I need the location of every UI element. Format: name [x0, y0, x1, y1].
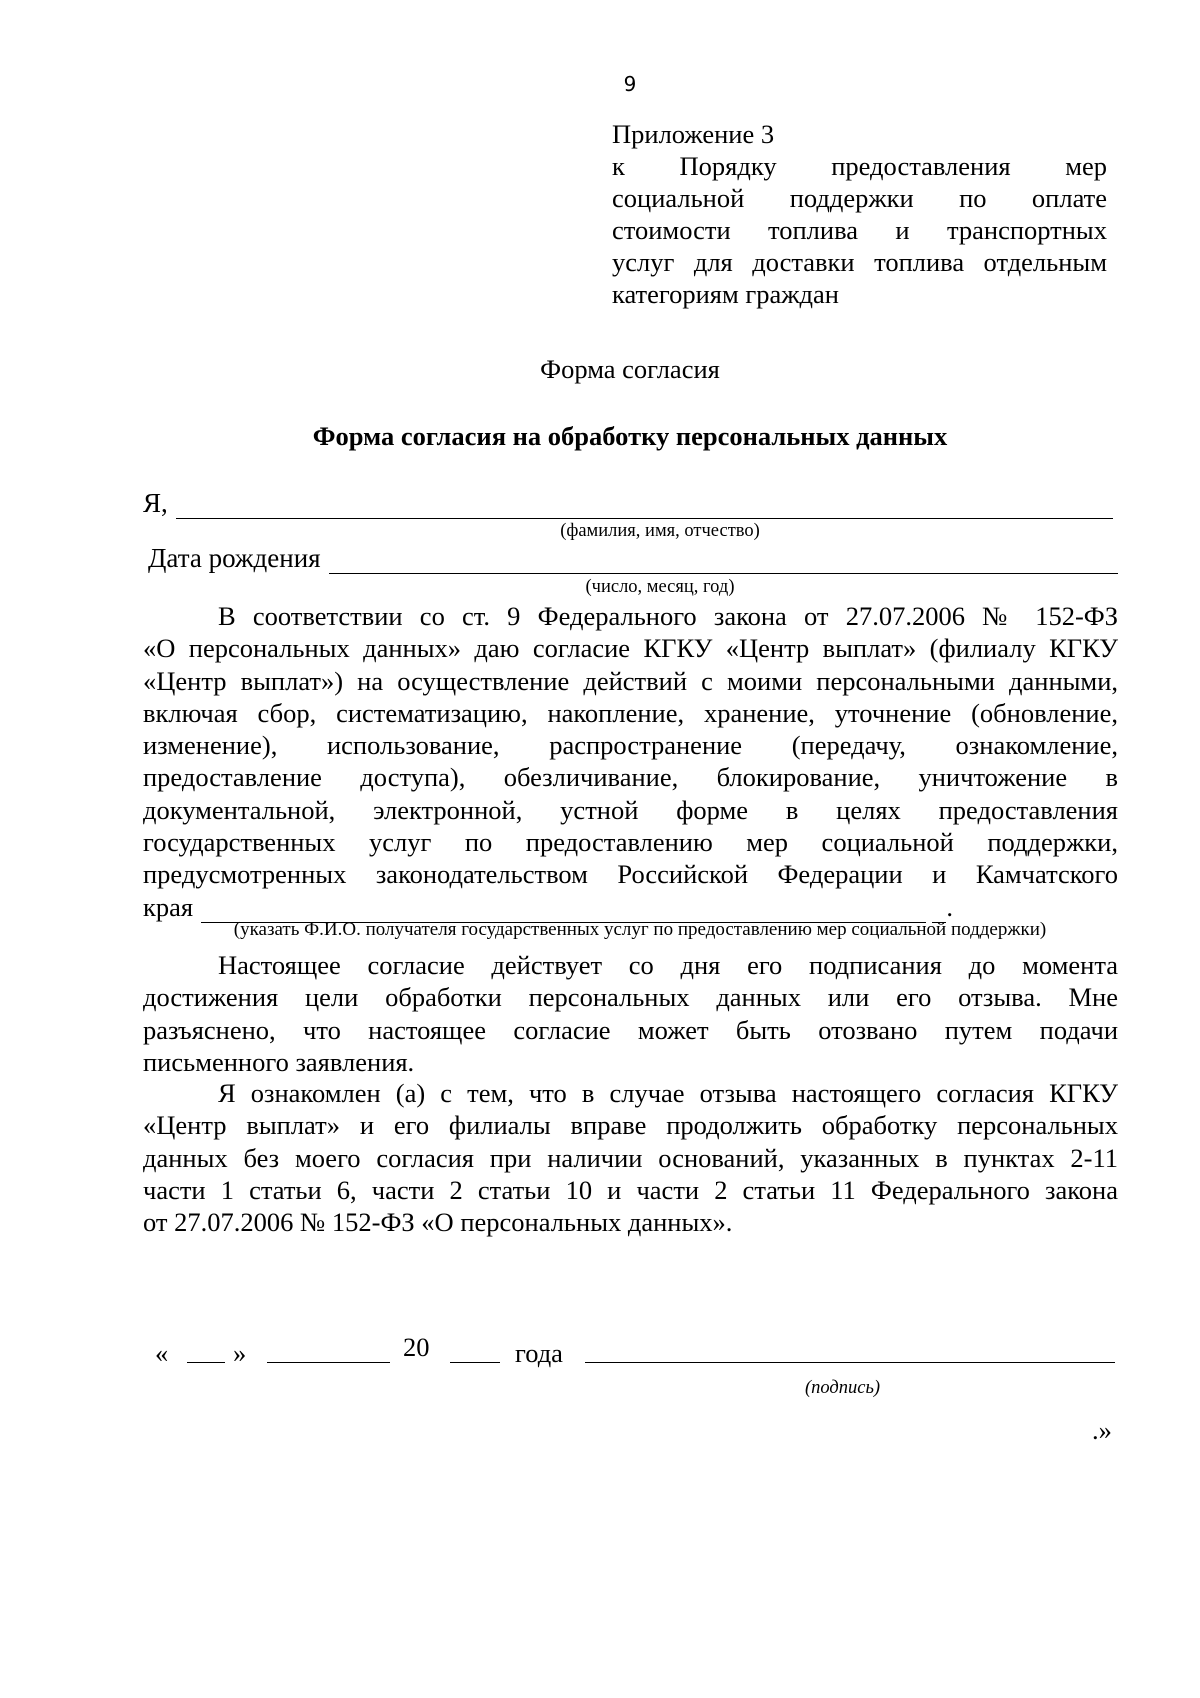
name-field-hint: (фамилия, имя, отчество) — [560, 521, 760, 541]
signature-field-line[interactable] — [585, 1338, 1115, 1363]
day-field-line[interactable] — [187, 1338, 225, 1363]
paragraph1-line: предусмотренных законодательством Российской Федерации и Камчатского — [143, 859, 1118, 890]
birth-field-line[interactable] — [329, 551, 1118, 574]
validity-paragraph — [143, 949, 1118, 1078]
page-number: 9 — [623, 72, 637, 96]
form-heading: Форма согласия на обработку персональных данных — [312, 421, 948, 451]
birth-field-hint: (число, месяц, год) — [585, 577, 735, 597]
annex-line-2: социальной поддержки по оплате — [612, 183, 1107, 213]
paragraph1-line: документальной, электронной, устной форме в целях предоставления — [143, 794, 1118, 825]
paragraph3-line: «Центр выплат» и его филиалы вправе продолжить обработку персональных — [143, 1110, 1118, 1141]
paragraph1-line: В соответствии со ст. 9 Федерального закона от 27.07.2006 № 152-ФЗ — [218, 601, 1118, 631]
annex-line-4: услуг для доставки топлива отдельным — [612, 247, 1107, 277]
recipient-field-period: . — [946, 891, 953, 922]
consent-paragraph — [143, 600, 1118, 923]
century-prefix: 20 — [403, 1332, 430, 1362]
signature-row — [155, 1332, 1115, 1370]
annex-line-3: стоимости топлива и транспортных — [612, 215, 1107, 245]
paragraph3-line: части 1 статьи 6, части 2 статьи 10 и части 2 статьи 11 Федерального закона — [143, 1174, 1118, 1205]
annex-line-5: категориям граждан — [612, 279, 839, 309]
name-field-label: Я, — [143, 488, 168, 518]
year-field-line[interactable] — [450, 1338, 500, 1363]
paragraph1-line: включая сбор, систематизацию, накопление, хранение, уточнение (обновление, — [143, 697, 1118, 728]
paragraph1-line: изменение), использование, распространение (передачу, ознакомление, — [143, 730, 1118, 761]
date-open-quote: « — [155, 1338, 169, 1368]
name-field-row — [143, 488, 1113, 519]
closing-quote: .» — [1092, 1415, 1112, 1445]
paragraph2-line: разъяснено, что настоящее согласие может быть отозвано путем подачи — [143, 1014, 1118, 1045]
paragraph2-last-line: письменного заявления. — [143, 1046, 415, 1077]
paragraph2-line: Настоящее согласие действует со дня его подписания до момента — [218, 950, 1118, 980]
name-field-line[interactable] — [176, 496, 1113, 519]
paragraph1-line: «Центр выплат») на осуществление действий с моими персональными данными, — [143, 665, 1118, 696]
year-word: года — [515, 1338, 563, 1368]
date-close-quote: » — [233, 1338, 247, 1368]
paragraph3-line: данных без моего согласия при наличии оснований, указанных в пунктах 2-11 — [143, 1142, 1118, 1173]
paragraph1-line: предоставление доступа), обезличивание, блокирование, уничтожение в — [143, 762, 1118, 793]
paragraph1-line: государственных услуг по предоставлению мер социальной поддержки, — [143, 827, 1118, 858]
annex-block — [612, 118, 1107, 310]
paragraph3-line: Я ознакомлен (а) с тем, что в случае отзыва настоящего согласия КГКУ — [218, 1078, 1118, 1108]
acknowledgement-paragraph — [143, 1077, 1118, 1238]
annex-title: Приложение 3 — [612, 119, 775, 149]
paragraph1-line: «О персональных данных» даю согласие КГКУ «Центр выплат» (филиалу КГКУ — [143, 633, 1118, 664]
birth-field-row — [148, 543, 1118, 574]
recipient-field-hint: (указать Ф.И.О. получателя государственных услуг по предоставлению мер социальной поддержки) — [233, 919, 1047, 940]
month-field-line[interactable] — [267, 1338, 390, 1363]
signature-hint: (подпись) — [805, 1378, 881, 1398]
form-caption: Форма согласия — [540, 354, 720, 384]
annex-line-1: к Порядку предоставления мер — [612, 151, 1107, 181]
paragraph3-last-line: от 27.07.2006 № 152-ФЗ «О персональных данных». — [143, 1207, 733, 1238]
birth-field-label: Дата рождения — [148, 543, 321, 573]
recipient-field-label: края — [143, 891, 194, 922]
paragraph2-line: достижения цели обработки персональных данных или его отзыва. Мне — [143, 982, 1118, 1013]
